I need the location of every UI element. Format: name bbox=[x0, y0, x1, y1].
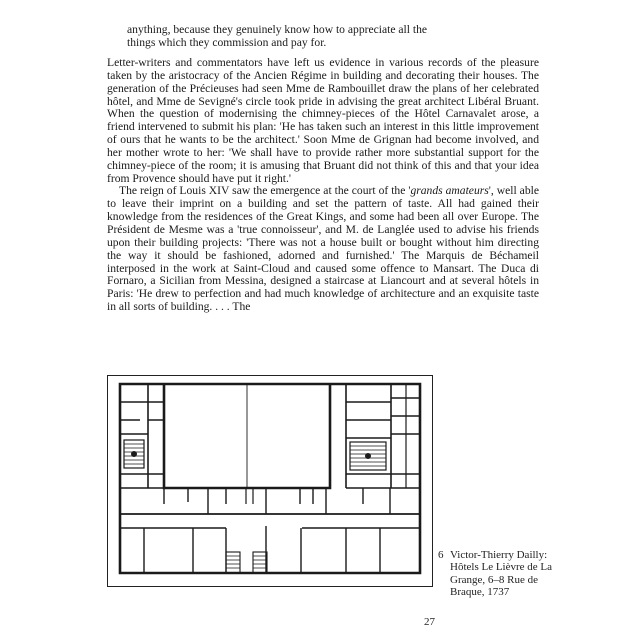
paragraph-1-text: Letter-writers and commentators have left us evidence in various records of the pleasure taken by the aristocracy of the Ancien Régime in building and decorating their houses. The generation of the Précieuses had seen Mme de Rambouillet draw the plans of her celebrated hôtel, and Mme de Sevigné's circle took pride in advising the great architect Libéral Bruant. When the question of modernising the chimney-pieces of the Hôtel Carnavalet arose, a friend intervened to submit his plan: 'He has taken such an interest in this little improvement of ours that he wants to be the architect.' Soon Mme de Grignan had become involved, and her mother wrote to her: 'We shall have to provide rather more substantial support for the chimney-piece of the room; it is amusing that Bruant did not think of this and that your idea from Provence should have put it right.' bbox=[107, 56, 539, 185]
intro-line-1: anything, because they genuinely know how to appreciate all the bbox=[127, 23, 428, 36]
figure-caption bbox=[438, 549, 558, 598]
paragraph-2-text-b: ', well able to leave their imprint on a building and set the pattern of taste. All had gained their knowledge from the residences of the Great Kings, and some had been all over Europe. The Président de Mesme was a 'true connoisseur', and M. de Langlée used to advise his friends upon their building projects: 'There was not a house built or bought without him directing the way it should be fashioned, adorned and furnished.' The Marquis de Béchameil interposed in the work at Saint-Cloud and caused some offence to Mansart. The Duca di Fornaro, a Sicilian from Messina, designed a staircase at Liancourt and at several hôtels in Paris: 'He drew to perfection and had much knowledge of architecture and an exquisite taste in all sorts of building. . . . The bbox=[107, 184, 539, 314]
floor-plan-figure bbox=[107, 375, 433, 587]
page-number: 27 bbox=[424, 616, 435, 628]
intro-paragraph bbox=[107, 24, 539, 50]
floor-plan-drawing bbox=[108, 376, 432, 586]
figure-caption-text: Victor-Thierry Dailly: Hôtels Le Lièvre de La Grange, 6–8 Rue de Braque, 1737 bbox=[450, 549, 553, 598]
body-text bbox=[107, 57, 539, 314]
paragraph-2 bbox=[107, 185, 539, 313]
paragraph-2-text-a: The reign of Louis XIV saw the emergence at the court of the ' bbox=[119, 184, 411, 198]
paragraph-1 bbox=[107, 57, 539, 185]
figure-number: 6 bbox=[438, 549, 444, 561]
paragraph-2-italic: grands amateurs bbox=[410, 184, 489, 198]
intro-line-2: things which they commission and pay for. bbox=[127, 35, 327, 49]
